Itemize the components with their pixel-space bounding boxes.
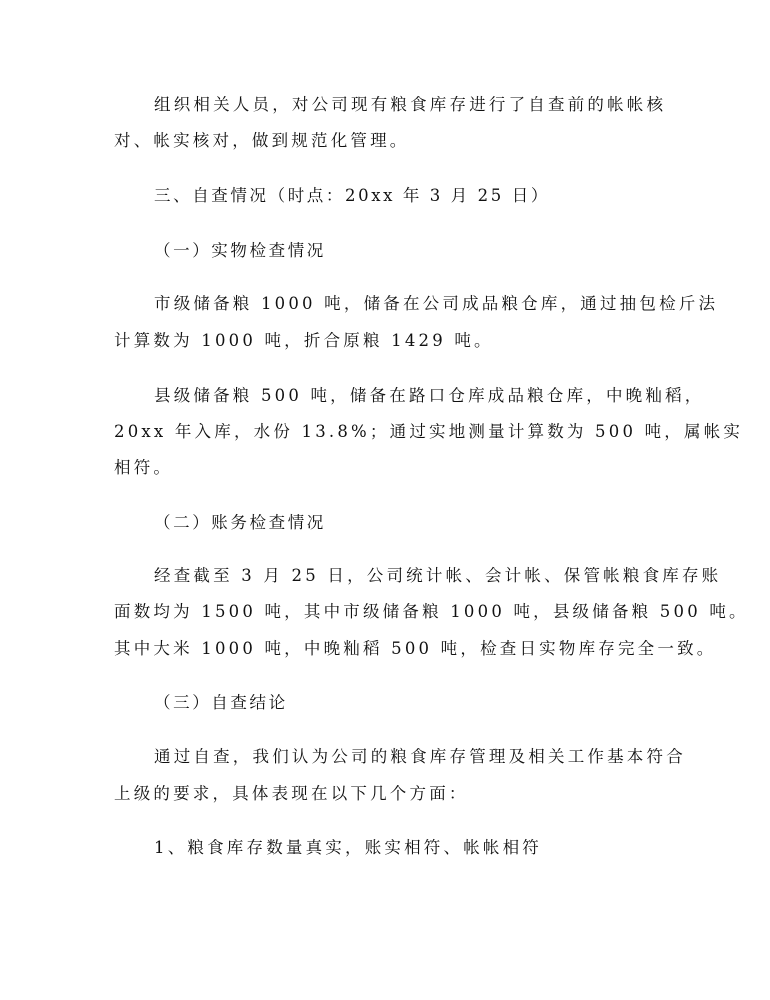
paragraph-line: 对、帐实核对，做到规范化管理。: [114, 131, 410, 150]
paragraph-line: 相符。: [114, 458, 174, 477]
paragraph-line: 经查截至 3 月 25 日，公司统计帐、会计帐、保管帐粮食库存账: [154, 566, 722, 585]
paragraph-line: 县级储备粮 500 吨，储备在路口仓库成品粮仓库，中晚籼稻，: [154, 386, 705, 405]
list-item: 1、粮食库存数量真实，账实相符、帐帐相符: [154, 838, 542, 857]
paragraph-line: 通过自查，我们认为公司的粮食库存管理及相关工作基本符合: [154, 747, 686, 766]
paragraph-line: 计算数为 1000 吨，折合原粮 1429 吨。: [114, 331, 494, 350]
paragraph-line: 组织相关人员，对公司现有粮食库存进行了自查前的帐帐核: [154, 95, 667, 114]
subsection-heading: （一）实物检查情况: [154, 241, 326, 260]
subsection-heading: （三）自查结论: [154, 693, 288, 712]
subsection-heading: （二）账务检查情况: [154, 513, 326, 532]
paragraph-line: 20xx 年入库，水份 13.8%；通过实地测量计算数为 500 吨，属帐实: [114, 422, 744, 441]
paragraph-line: 上级的要求，具体表现在以下几个方面：: [114, 784, 469, 803]
section-heading: 三、自查情况（时点：20xx 年 3 月 25 日）: [154, 186, 550, 205]
paragraph-line: 其中大米 1000 吨，中晚籼稻 500 吨，检查日实物库存完全一致。: [114, 639, 717, 658]
paragraph-line: 面数均为 1500 吨，其中市级储备粮 1000 吨，县级储备粮 500 吨。: [114, 602, 749, 621]
paragraph-line: 市级储备粮 1000 吨，储备在公司成品粮仓库，通过抽包检斤法: [154, 294, 719, 313]
